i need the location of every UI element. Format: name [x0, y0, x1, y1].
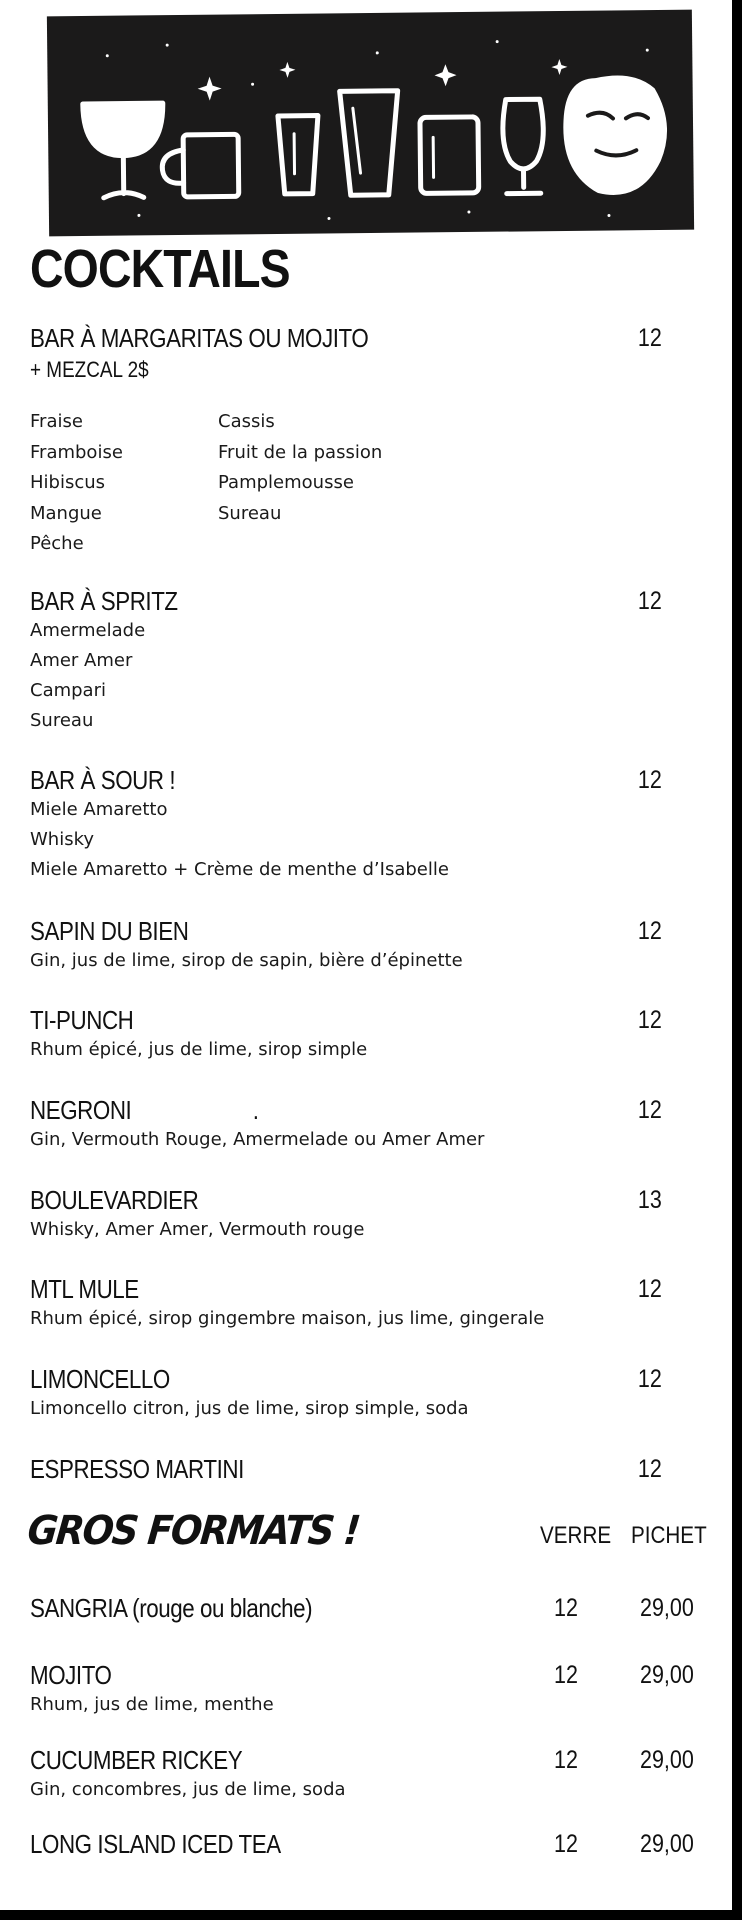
item-price: 12 — [638, 587, 662, 615]
item-name: MOJITO — [30, 1660, 112, 1690]
item-price: 12 — [638, 324, 662, 352]
menu-item-spritz — [30, 586, 702, 736]
item-name: ESPRESSO MARTINI — [30, 1454, 244, 1484]
item-description: Gin, jus de lime, sirop de sapin, bière d’épinette — [30, 950, 463, 971]
item-description: Limoncello citron, jus de lime, sirop simple, soda — [30, 1398, 469, 1419]
menu-item-cocktail — [30, 1095, 702, 1155]
mug-icon — [162, 134, 239, 197]
flavor: Framboise — [30, 441, 123, 463]
menu-item-cocktail — [30, 1185, 702, 1245]
flavor-column-right — [218, 407, 382, 529]
item-line: Whisky — [30, 829, 95, 850]
pint-glass-icon — [340, 91, 399, 196]
item-line: Amermelade — [30, 620, 146, 641]
flavor: Fruit de la passion — [218, 441, 383, 463]
column-header-glass: VERRE — [540, 1522, 612, 1549]
shot-glass-icon — [278, 116, 319, 194]
item-description: Rhum, jus de lime, menthe — [30, 1694, 274, 1715]
item-price: 12 — [638, 766, 662, 794]
menu-item-cocktail — [30, 1005, 702, 1065]
item-option: + MEZCAL 2$ — [30, 357, 149, 382]
item-line: Miele Amaretto + Crème de menthe d’Isabelle — [30, 859, 449, 880]
item-description: Whisky, Amer Amer, Vermouth rouge — [30, 1219, 365, 1240]
section-title-gros-formats: GROS FORMATS ! — [25, 1508, 361, 1554]
bearded-man-icon — [565, 77, 665, 192]
item-price: 12 — [638, 917, 662, 945]
flavor: Fraise — [30, 411, 83, 432]
item-name: BAR À SOUR ! — [30, 765, 176, 795]
menu-item-cocktail — [30, 916, 702, 976]
item-name: MTL MULE — [30, 1274, 139, 1304]
menu-item-cocktail — [30, 1364, 702, 1424]
menu-item-cocktail — [30, 1274, 702, 1334]
item-name: BAR À MARGARITAS OU MOJITO — [30, 323, 369, 353]
menu-item-large-format — [30, 1829, 702, 1859]
item-line: Miele Amaretto — [30, 799, 168, 820]
item-name: BAR À SPRITZ — [30, 586, 178, 616]
item-name: CUCUMBER RICKEY — [30, 1745, 243, 1775]
flavor: Cassis — [218, 411, 275, 432]
item-name: LIMONCELLO — [30, 1364, 170, 1394]
flavor: Mangue — [30, 502, 102, 524]
flavor: Pêche — [30, 533, 84, 554]
item-name: SAPIN DU BIEN — [30, 916, 189, 946]
glass-price: 12 — [554, 1746, 578, 1774]
item-line: Campari — [30, 680, 106, 701]
menu-item-margaritas — [30, 323, 702, 387]
page-title: COCKTAILS — [30, 239, 290, 299]
column-header-pitcher: PICHET — [631, 1522, 707, 1549]
item-price: 12 — [638, 1455, 662, 1483]
item-name: LONG ISLAND ICED TEA — [30, 1829, 281, 1859]
item-price: 12 — [638, 1365, 662, 1393]
rocks-glass-icon — [420, 117, 479, 194]
item-line: Sureau — [30, 710, 94, 731]
item-price: 12 — [638, 1006, 662, 1034]
item-description: Rhum épicé, jus de lime, sirop simple — [30, 1039, 368, 1060]
item-name: NEGRONI . — [30, 1095, 259, 1125]
coupe-glass-icon — [83, 103, 164, 198]
menu-item-large-format — [30, 1745, 702, 1805]
item-description: Gin, Vermouth Rouge, Amermelade ou Amer Amer — [30, 1129, 485, 1150]
menu-item-large-format — [30, 1660, 702, 1720]
pitcher-price: 29,00 — [640, 1830, 694, 1858]
glass-price: 12 — [554, 1830, 578, 1858]
glass-price: 12 — [554, 1594, 578, 1622]
item-name: SANGRIA (rouge ou blanche) — [30, 1593, 313, 1623]
item-name: BOULEVARDIER — [30, 1185, 199, 1215]
menu-item-large-format — [30, 1593, 702, 1623]
flavor: Pamplemousse — [218, 472, 354, 493]
item-line: Amer Amer — [30, 650, 133, 671]
flavor: Hibiscus — [30, 472, 106, 493]
item-name: TI-PUNCH — [30, 1005, 134, 1035]
item-price: 12 — [638, 1096, 662, 1124]
flavor-column-left — [30, 407, 123, 560]
item-price: 12 — [638, 1275, 662, 1303]
item-description: Rhum épicé, sirop gingembre maison, jus lime, gingerale — [30, 1308, 545, 1329]
menu-item-sour — [30, 765, 702, 885]
item-price: 13 — [638, 1186, 662, 1214]
menu-item-cocktail — [30, 1454, 702, 1484]
pitcher-price: 29,00 — [640, 1661, 694, 1689]
glassware-banner — [47, 10, 694, 237]
snifter-glass-icon — [503, 99, 544, 193]
pitcher-price: 29,00 — [640, 1594, 694, 1622]
item-description: Gin, concombres, jus de lime, soda — [30, 1779, 346, 1800]
glass-price: 12 — [554, 1661, 578, 1689]
pitcher-price: 29,00 — [640, 1746, 694, 1774]
flavor: Sureau — [218, 502, 282, 524]
